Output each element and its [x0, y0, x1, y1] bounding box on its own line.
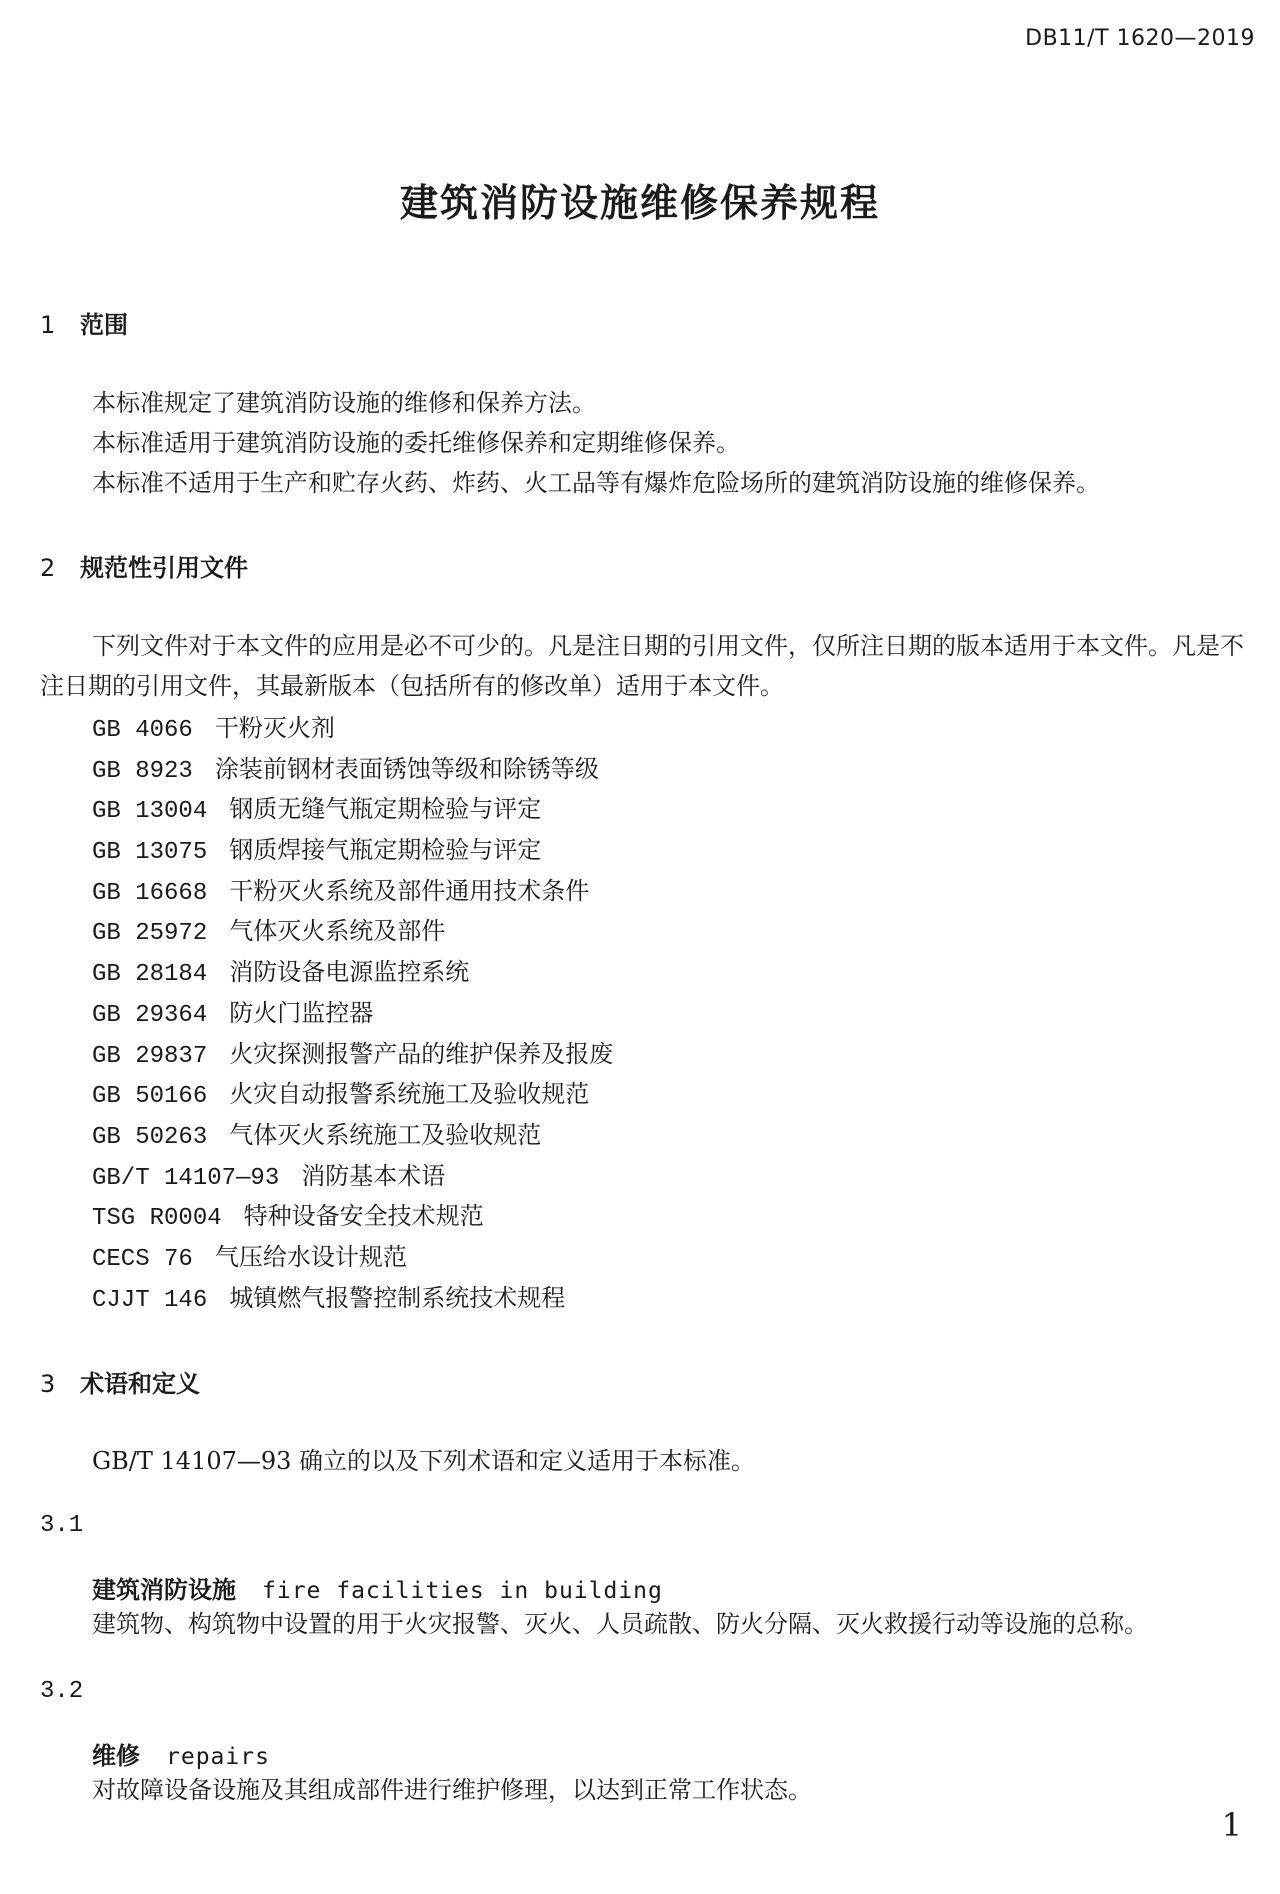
reference-code: GB 4066 — [92, 717, 193, 744]
reference-title: 钢质无缝气瓶定期检验与评定 — [229, 795, 542, 824]
reference-code: TSG R0004 — [92, 1205, 222, 1233]
reference-code: GB 13004 — [92, 798, 208, 826]
reference-code: GB 8923 — [92, 757, 193, 785]
term-heading — [92, 1570, 663, 1605]
reference-item — [92, 830, 613, 871]
reference-item — [92, 911, 613, 952]
reference-code: GB 29364 — [92, 1001, 208, 1029]
section-heading-normative — [40, 548, 248, 583]
reference-title: 涂装前钢材表面锈蚀等级和除锈等级 — [214, 754, 599, 783]
section-number: 3 — [40, 1370, 56, 1398]
term-chinese: 建筑消防设施 — [92, 1576, 236, 1604]
reference-code: GB 29837 — [92, 1042, 208, 1070]
reference-code: GB 50263 — [92, 1123, 208, 1151]
page-number: 1 — [1221, 1806, 1242, 1844]
reference-code: GB/T 14107—93 — [92, 1164, 280, 1192]
reference-item — [92, 1237, 613, 1278]
reference-title: 钢质焊接气瓶定期检验与评定 — [229, 836, 542, 865]
clause-number: 3.2 — [40, 1678, 84, 1705]
reference-code: GB 16668 — [92, 879, 208, 907]
reference-item — [92, 952, 613, 993]
reference-item — [92, 708, 613, 749]
reference-code: GB 25972 — [92, 920, 208, 948]
section-title: 范围 — [80, 311, 128, 339]
reference-title: 干粉灭火剂 — [214, 714, 335, 742]
reference-title: 干粉灭火系统及部件通用技术条件 — [229, 876, 590, 905]
reference-title: 气体灭火系统施工及验收规范 — [229, 1120, 542, 1149]
clause-number: 3.1 — [40, 1512, 84, 1539]
reference-item — [92, 749, 613, 790]
reference-title: 消防设备电源监控系统 — [229, 958, 470, 987]
normative-intro: 下列文件对于本文件的应用是必不可少的。凡是注日期的引用文件，仅所注日期的版本适用于本文件。凡是不注日期的引用文件，其最新版本（包括所有的修改单）适用于本文件。 — [40, 632, 1244, 700]
reference-item — [92, 1196, 613, 1237]
terms-intro: GB/T 14107—93 确立的以及下列术语和定义适用于本标准。 — [92, 1447, 756, 1475]
reference-title: 消防基本术语 — [301, 1161, 446, 1190]
scope-paragraph: 本标准不适用于生产和贮存火药、炸药、火工品等有爆炸危险场所的建筑消防设施的维修保养。 — [92, 469, 1100, 497]
reference-code: GB 50166 — [92, 1083, 208, 1111]
reference-code: GB 28184 — [92, 961, 208, 989]
scope-paragraph: 本标准适用于建筑消防设施的委托维修保养和定期维修保养。 — [92, 429, 740, 457]
reference-title: 火灾自动报警系统施工及验收规范 — [229, 1080, 590, 1109]
reference-item — [92, 1156, 613, 1197]
section-heading-terms — [40, 1364, 200, 1399]
reference-item — [92, 993, 613, 1034]
term-english: repairs — [166, 1744, 270, 1770]
standard-code: DB11/T 1620—2019 — [1025, 26, 1255, 51]
term-definition: 建筑物、构筑物中设置的用于火灾报警、灭火、人员疏散、防火分隔、灭火救援行动等设施的总称。 — [92, 1610, 1148, 1638]
reference-code: GB 13075 — [92, 839, 208, 867]
term-chinese: 维修 — [92, 1742, 140, 1770]
term-definition: 对故障设备设施及其组成部件进行维护修理，以达到正常工作状态。 — [92, 1776, 812, 1804]
section-title: 规范性引用文件 — [80, 554, 248, 582]
reference-title: 城镇燃气报警控制系统技术规程 — [229, 1283, 566, 1312]
reference-item — [92, 1115, 613, 1156]
reference-code: CJJT 146 — [92, 1286, 208, 1314]
reference-title: 火灾探测报警产品的维护保养及报废 — [229, 1039, 614, 1068]
reference-item — [92, 1074, 613, 1115]
reference-code: CECS 76 — [92, 1245, 193, 1273]
reference-item — [92, 1034, 613, 1075]
reference-list — [92, 708, 613, 1318]
section-number: 2 — [40, 554, 56, 582]
section-number: 1 — [40, 311, 56, 339]
section-heading-scope — [40, 305, 128, 340]
scope-paragraph: 本标准规定了建筑消防设施的维修和保养方法。 — [92, 389, 596, 417]
section-title: 术语和定义 — [80, 1370, 200, 1398]
reference-item — [92, 1278, 613, 1319]
reference-title: 气压给水设计规范 — [214, 1242, 407, 1271]
reference-title: 气体灭火系统及部件 — [229, 917, 446, 946]
reference-title: 特种设备安全技术规范 — [243, 1202, 484, 1231]
reference-item — [92, 789, 613, 830]
term-heading — [92, 1736, 270, 1771]
term-english: fire facilities in building — [262, 1578, 663, 1604]
reference-item — [92, 871, 613, 912]
reference-title: 防火门监控器 — [229, 998, 374, 1027]
document-title: 建筑消防设施维修保养规程 — [399, 181, 880, 225]
